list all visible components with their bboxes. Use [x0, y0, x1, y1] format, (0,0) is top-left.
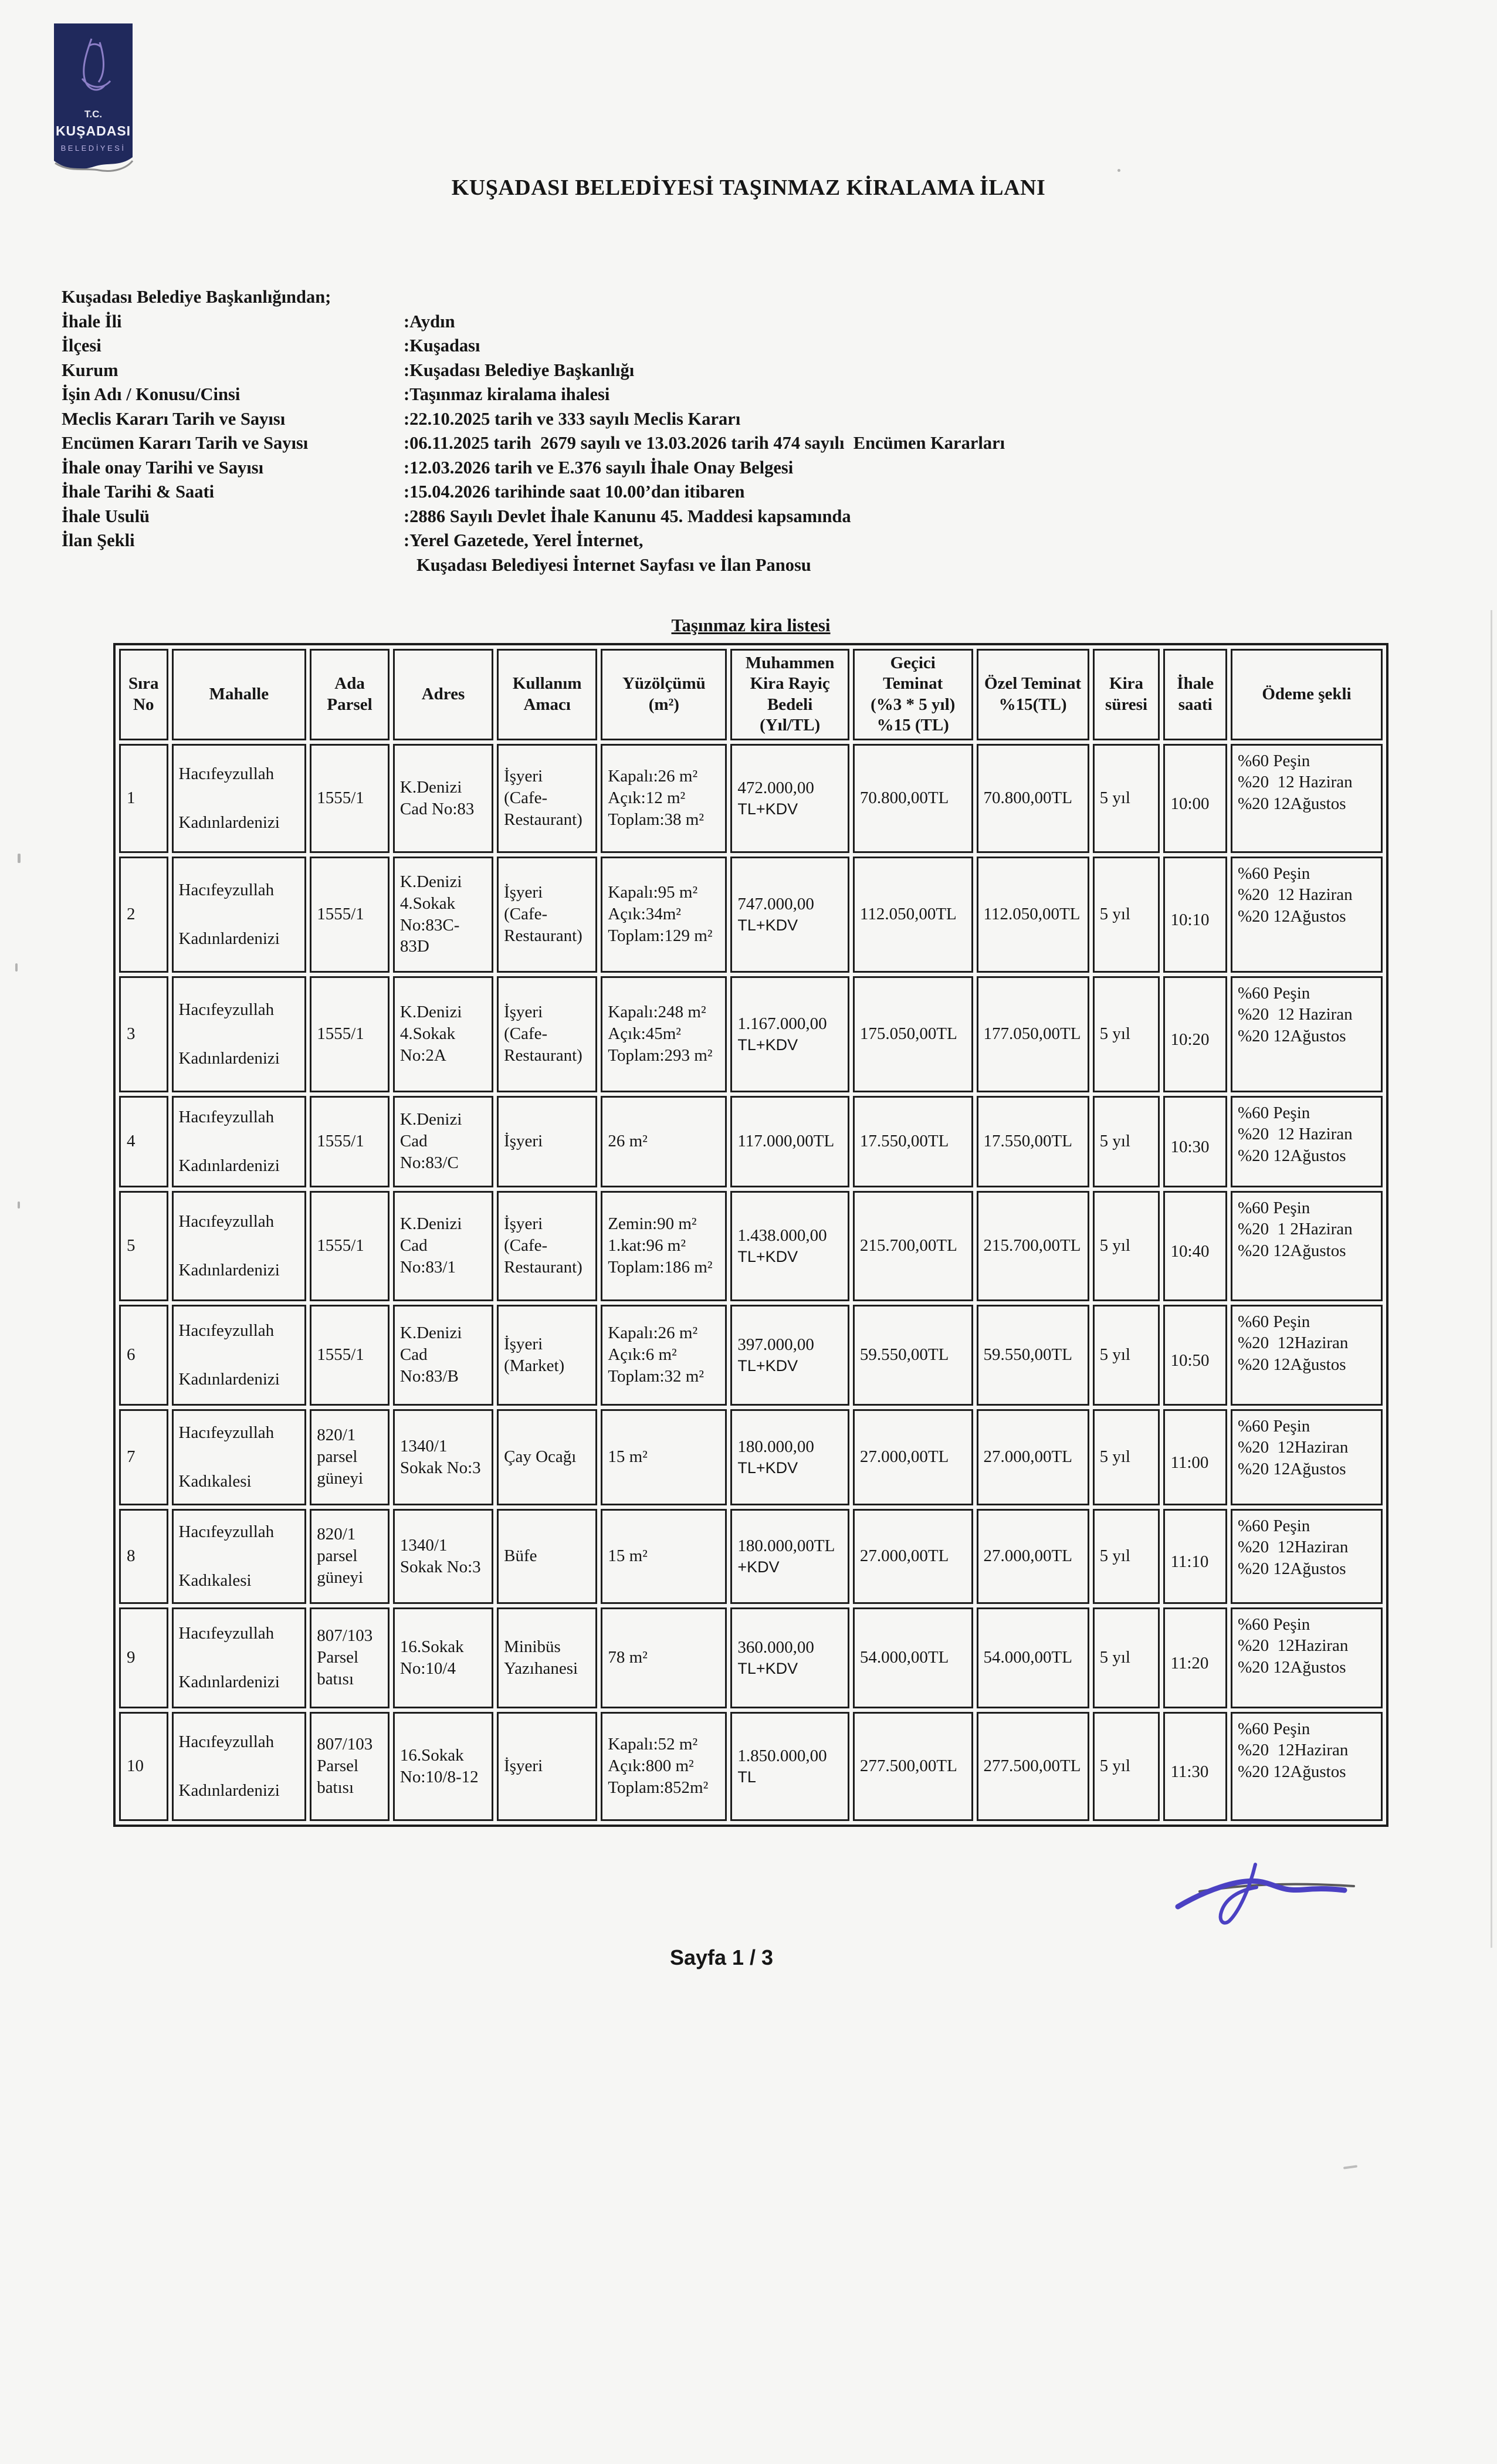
cell-ada-parsel: 820/1 parsel güneyi [310, 1509, 390, 1604]
intro-text: Kuşadası Belediye Başkanlığından; [62, 287, 331, 307]
cell-muhammen-bedel: 1.438.000,00 TL+KDV [730, 1191, 849, 1301]
cell-odeme-sekli: %60 Peşin %20 12Haziran %20 12Ağustos [1231, 1305, 1383, 1406]
cell-ada-parsel: 807/103 Parsel batısı [310, 1712, 390, 1821]
table-row [119, 1509, 1383, 1604]
table-row [119, 857, 1383, 973]
cell-odeme-sekli: %60 Peşin %20 12Haziran %20 12Ağustos [1231, 1409, 1383, 1505]
cell-kira-suresi: 5 yıl [1093, 1409, 1160, 1505]
info-label: İlçesi [62, 336, 101, 356]
cell-muhammen-bedel: 180.000,00TL +KDV [730, 1509, 849, 1604]
info-value: :12.03.2026 tarih ve E.376 sayılı İhale Onay Belgesi [404, 457, 794, 478]
cell-mahalle: Hacıfeyzullah Kadınlardenizi [172, 1305, 307, 1406]
cell-mahalle: Hacıfeyzullah Kadınlardenizi [172, 744, 307, 853]
info-line [62, 431, 1005, 456]
cell-sira-no: 1 [119, 744, 168, 853]
cell-muhammen-bedel: 360.000,00 TL+KDV [730, 1607, 849, 1708]
cell-kullanim-amaci: Büfe [497, 1509, 597, 1604]
info-label: İşin Adı / Konusu/Cinsi [62, 384, 241, 404]
cell-ozel-teminat: 177.050,00TL [977, 976, 1089, 1092]
cell-sira-no: 6 [119, 1305, 168, 1406]
info-value: :15.04.2026 tarihinde saat 10.00’dan itibaren [404, 482, 745, 502]
cell-yuzolcumu: Kapalı:248 m² Açık:45m² Toplam:293 m² [601, 976, 727, 1092]
cell-yuzolcumu: Zemin:90 m² 1.kat:96 m² Toplam:186 m² [601, 1191, 727, 1301]
cell-yuzolcumu: 15 m² [601, 1409, 727, 1505]
info-line [62, 480, 1005, 505]
cell-mahalle: Hacıfeyzullah Kadınlardenizi [172, 1096, 307, 1187]
cell-muhammen-bedel: 397.000,00 TL+KDV [730, 1305, 849, 1406]
cell-ozel-teminat: 59.550,00TL [977, 1305, 1089, 1406]
cell-odeme-sekli: %60 Peşin %20 12Haziran %20 12Ağustos [1231, 1509, 1383, 1604]
cell-odeme-sekli: %60 Peşin %20 12Haziran %20 12Ağustos [1231, 1607, 1383, 1708]
cell-kira-suresi: 5 yıl [1093, 1509, 1160, 1604]
table-row [119, 1712, 1383, 1821]
cell-adres: K.Denizi Cad No:83/1 [393, 1191, 493, 1301]
cell-ihale-saati: 10:10 [1163, 857, 1227, 973]
cell-kira-suresi: 5 yıl [1093, 1096, 1160, 1187]
cell-adres: K.Denizi 4.Sokak No:2A [393, 976, 493, 1092]
info-label: İhale onay Tarihi ve Sayısı [62, 457, 264, 478]
cell-yuzolcumu: 78 m² [601, 1607, 727, 1708]
cell-ihale-saati: 11:30 [1163, 1712, 1227, 1821]
cell-yuzolcumu: Kapalı:52 m² Açık:800 m² Toplam:852m² [601, 1712, 727, 1821]
cell-kullanim-amaci: İşyeri [497, 1096, 597, 1187]
col-header-ada-parsel: Ada Parsel [310, 649, 390, 740]
cell-ozel-teminat: 215.700,00TL [977, 1191, 1089, 1301]
col-header-kira-suresi: Kira süresi [1093, 649, 1160, 740]
cell-kullanim-amaci: Minibüs Yazıhanesi [497, 1607, 597, 1708]
table-row [119, 1305, 1383, 1406]
cell-odeme-sekli: %60 Peşin %20 12 Haziran %20 12Ağustos [1231, 857, 1383, 973]
info-value: :2886 Sayılı Devlet İhale Kanunu 45. Maddesi kapsamında [404, 506, 851, 526]
page-title: KUŞADASI BELEDİYESİ TAŞINMAZ KİRALAMA İLANI [451, 175, 1046, 200]
col-header-muhammen-bedel: Muhammen Kira Rayiç Bedeli (Yıl/TL) [730, 649, 849, 740]
cell-gecici-teminat: 277.500,00TL [853, 1712, 973, 1821]
info-line [62, 358, 1005, 383]
cell-mahalle: Hacıfeyzullah Kadınlardenizi [172, 1712, 307, 1821]
cell-mahalle: Hacıfeyzullah Kadıkalesi [172, 1409, 307, 1505]
table-row [119, 1096, 1383, 1187]
cell-ihale-saati: 11:00 [1163, 1409, 1227, 1505]
cell-kira-suresi: 5 yıl [1093, 976, 1160, 1092]
cell-mahalle: Hacıfeyzullah Kadınlardenizi [172, 1607, 307, 1708]
cell-odeme-sekli: %60 Peşin %20 12 Haziran %20 12Ağustos [1231, 744, 1383, 853]
cell-ada-parsel: 1555/1 [310, 1096, 390, 1187]
table-row [119, 1409, 1383, 1505]
cell-ada-parsel: 807/103 Parsel batısı [310, 1607, 390, 1708]
logo-tc-text: T.C. [84, 109, 103, 120]
cell-yuzolcumu: 26 m² [601, 1096, 727, 1187]
cell-gecici-teminat: 112.050,00TL [853, 857, 973, 973]
col-header-ihale-saati: İhale saati [1163, 649, 1227, 740]
cell-kullanim-amaci: İşyeri (Cafe- Restaurant) [497, 976, 597, 1092]
col-header-gecici-teminat: Geçici Teminat (%3 * 5 yıl) %15 (TL) [853, 649, 973, 740]
cell-mahalle: Hacıfeyzullah Kadınlardenizi [172, 1191, 307, 1301]
cell-ada-parsel: 1555/1 [310, 1305, 390, 1406]
cell-adres: K.Denizi Cad No:83/C [393, 1096, 493, 1187]
cell-sira-no: 9 [119, 1607, 168, 1708]
col-header-sira-no: Sıra No [119, 649, 168, 740]
cell-yuzolcumu: 15 m² [601, 1509, 727, 1604]
cell-ozel-teminat: 70.800,00TL [977, 744, 1089, 853]
scan-speck [1117, 169, 1120, 172]
info-line [62, 310, 1005, 334]
cell-sira-no: 3 [119, 976, 168, 1092]
cell-kullanim-amaci: Çay Ocağı [497, 1409, 597, 1505]
cell-muhammen-bedel: 472.000,00 TL+KDV [730, 744, 849, 853]
info-value: :Kuşadası [404, 336, 480, 356]
cell-gecici-teminat: 215.700,00TL [853, 1191, 973, 1301]
cell-muhammen-bedel: 747.000,00 TL+KDV [730, 857, 849, 973]
cell-mahalle: Hacıfeyzullah Kadıkalesi [172, 1509, 307, 1604]
table-title: Taşınmaz kira listesi [671, 615, 831, 635]
signature-icon [1167, 1855, 1367, 1931]
info-value: :06.11.2025 tarih 2679 sayılı ve 13.03.2026 tarih 474 sayılı Encümen Kararları [404, 433, 1005, 453]
cell-ada-parsel: 820/1 parsel güneyi [310, 1409, 390, 1505]
cell-ihale-saati: 11:20 [1163, 1607, 1227, 1708]
info-label: Encümen Kararı Tarih ve Sayısı [62, 433, 309, 453]
info-line [62, 334, 1005, 358]
cell-ihale-saati: 10:00 [1163, 744, 1227, 853]
cell-mahalle: Hacıfeyzullah Kadınlardenizi [172, 976, 307, 1092]
info-line-continuation [62, 553, 1005, 578]
cell-sira-no: 10 [119, 1712, 168, 1821]
cell-muhammen-bedel: 180.000,00 TL+KDV [730, 1409, 849, 1505]
cell-mahalle: Hacıfeyzullah Kadınlardenizi [172, 857, 307, 973]
cell-ozel-teminat: 27.000,00TL [977, 1409, 1089, 1505]
cell-kullanim-amaci: İşyeri [497, 1712, 597, 1821]
info-label: Kurum [62, 360, 118, 380]
cell-sira-no: 5 [119, 1191, 168, 1301]
cell-ada-parsel: 1555/1 [310, 857, 390, 973]
cell-kira-suresi: 5 yıl [1093, 744, 1160, 853]
info-block [62, 285, 1005, 577]
col-header-adres: Adres [393, 649, 493, 740]
cell-kira-suresi: 5 yıl [1093, 1712, 1160, 1821]
scan-speck [18, 854, 21, 863]
table-row [119, 744, 1383, 853]
cell-gecici-teminat: 17.550,00TL [853, 1096, 973, 1187]
info-value: :Kuşadası Belediye Başkanlığı [404, 360, 635, 380]
cell-kira-suresi: 5 yıl [1093, 857, 1160, 973]
page-number: Sayfa 1 / 3 [669, 1945, 774, 1969]
table-header-row [119, 649, 1383, 740]
col-header-kullanim-amaci: Kullanım Amacı [497, 649, 597, 740]
cell-kira-suresi: 5 yıl [1093, 1191, 1160, 1301]
cell-adres: K.Denizi Cad No:83/B [393, 1305, 493, 1406]
info-line [62, 529, 1005, 553]
cell-odeme-sekli: %60 Peşin %20 12 Haziran %20 12Ağustos [1231, 1096, 1383, 1187]
table-row [119, 1607, 1383, 1708]
info-value: :Taşınmaz kiralama ihalesi [404, 384, 610, 404]
cell-gecici-teminat: 27.000,00TL [853, 1509, 973, 1604]
cell-kullanim-amaci: İşyeri (Market) [497, 1305, 597, 1406]
intro-line [62, 285, 1005, 310]
info-line [62, 407, 1005, 432]
cell-adres: 16.Sokak No:10/8-12 [393, 1712, 493, 1821]
municipality-logo [52, 22, 135, 174]
cell-adres: K.Denizi Cad No:83 [393, 744, 493, 853]
cell-muhammen-bedel: 1.167.000,00 TL+KDV [730, 976, 849, 1092]
cell-ozel-teminat: 112.050,00TL [977, 857, 1089, 973]
cell-kullanim-amaci: İşyeri (Cafe- Restaurant) [497, 744, 597, 853]
col-header-odeme-sekli: Ödeme şekli [1231, 649, 1383, 740]
col-header-ozel-teminat: Özel Teminat %15(TL) [977, 649, 1089, 740]
cell-muhammen-bedel: 1.850.000,00 TL [730, 1712, 849, 1821]
cell-adres: K.Denizi 4.Sokak No:83C- 83D [393, 857, 493, 973]
info-label: İhale İli [62, 311, 122, 331]
scan-speck [18, 1201, 20, 1209]
cell-gecici-teminat: 59.550,00TL [853, 1305, 973, 1406]
cell-ada-parsel: 1555/1 [310, 744, 390, 853]
logo-sub-text: BELEDİYESİ [60, 144, 126, 153]
cell-sira-no: 7 [119, 1409, 168, 1505]
info-line [62, 383, 1005, 407]
cell-ihale-saati: 10:30 [1163, 1096, 1227, 1187]
cell-ozel-teminat: 277.500,00TL [977, 1712, 1089, 1821]
cell-gecici-teminat: 54.000,00TL [853, 1607, 973, 1708]
cell-yuzolcumu: Kapalı:26 m² Açık:12 m² Toplam:38 m² [601, 744, 727, 853]
rental-table-wrap [113, 643, 1388, 1827]
info-label: İhale Usulü [62, 506, 150, 526]
cell-adres: 1340/1 Sokak No:3 [393, 1409, 493, 1505]
cell-yuzolcumu: Kapalı:26 m² Açık:6 m² Toplam:32 m² [601, 1305, 727, 1406]
cell-gecici-teminat: 70.800,00TL [853, 744, 973, 853]
cell-kullanim-amaci: İşyeri (Cafe- Restaurant) [497, 857, 597, 973]
cell-kira-suresi: 5 yıl [1093, 1607, 1160, 1708]
info-label: İhale Tarihi & Saati [62, 482, 215, 502]
cell-adres: 16.Sokak No:10/4 [393, 1607, 493, 1708]
rental-list-table [113, 643, 1388, 1827]
cell-odeme-sekli: %60 Peşin %20 1 2Haziran %20 12Ağustos [1231, 1191, 1383, 1301]
cell-sira-no: 4 [119, 1096, 168, 1187]
cell-ihale-saati: 10:40 [1163, 1191, 1227, 1301]
cell-ihale-saati: 10:50 [1163, 1305, 1227, 1406]
cell-ozel-teminat: 54.000,00TL [977, 1607, 1089, 1708]
cell-gecici-teminat: 175.050,00TL [853, 976, 973, 1092]
info-label [62, 553, 404, 578]
cell-ozel-teminat: 27.000,00TL [977, 1509, 1089, 1604]
cell-kullanim-amaci: İşyeri (Cafe- Restaurant) [497, 1191, 597, 1301]
table-row [119, 976, 1383, 1092]
cell-ada-parsel: 1555/1 [310, 976, 390, 1092]
cell-yuzolcumu: Kapalı:95 m² Açık:34m² Toplam:129 m² [601, 857, 727, 973]
col-header-mahalle: Mahalle [172, 649, 307, 740]
col-header-yuzolcumu: Yüzölçümü (m²) [601, 649, 727, 740]
info-value: :Aydın [404, 311, 455, 331]
cell-odeme-sekli: %60 Peşin %20 12 Haziran %20 12Ağustos [1231, 976, 1383, 1092]
cell-sira-no: 2 [119, 857, 168, 973]
info-value: :22.10.2025 tarih ve 333 sayılı Meclis Kararı [404, 408, 741, 429]
cell-ihale-saati: 10:20 [1163, 976, 1227, 1092]
cell-ihale-saati: 11:10 [1163, 1509, 1227, 1604]
cell-muhammen-bedel: 117.000,00TL [730, 1096, 849, 1187]
info-label: İlan Şekli [62, 530, 135, 550]
cell-adres: 1340/1 Sokak No:3 [393, 1509, 493, 1604]
cell-ada-parsel: 1555/1 [310, 1191, 390, 1301]
table-row [119, 1191, 1383, 1301]
info-line [62, 456, 1005, 480]
logo-name-text: KUŞADASI [55, 123, 131, 138]
info-label: Meclis Kararı Tarih ve Sayısı [62, 408, 286, 429]
info-value: :Yerel Gazetede, Yerel İnternet, [404, 530, 643, 550]
scan-edge-artifact [1491, 610, 1492, 1948]
scan-speck [1343, 2165, 1357, 2169]
cell-sira-no: 8 [119, 1509, 168, 1604]
cell-ozel-teminat: 17.550,00TL [977, 1096, 1089, 1187]
cell-kira-suresi: 5 yıl [1093, 1305, 1160, 1406]
info-line [62, 505, 1005, 529]
scan-speck [15, 963, 18, 972]
cell-odeme-sekli: %60 Peşin %20 12Haziran %20 12Ağustos [1231, 1712, 1383, 1821]
cell-gecici-teminat: 27.000,00TL [853, 1409, 973, 1505]
info-value: Kuşadası Belediyesi İnternet Sayfası ve İlan Panosu [416, 554, 811, 575]
